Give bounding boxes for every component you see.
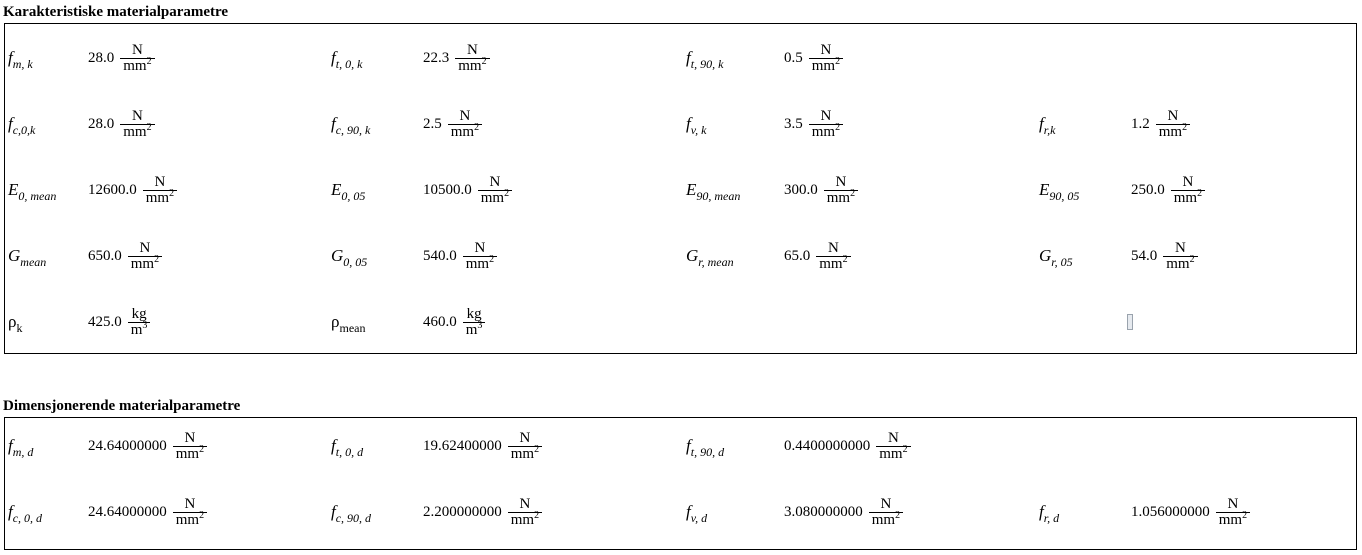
symbol-f-r-d xyxy=(1039,502,1059,523)
unit-exponent: 2 xyxy=(534,509,540,521)
unit-numerator: N xyxy=(888,429,899,446)
symbol-base: ρ xyxy=(331,312,340,331)
symbol-f-t-0-k xyxy=(331,48,362,69)
unit-exponent: 2 xyxy=(146,55,152,67)
value-number: 460.0 xyxy=(423,313,457,330)
unit-fraction xyxy=(173,431,207,462)
unit-fraction xyxy=(876,431,910,462)
value-e-90-mean xyxy=(784,170,858,210)
symbol-subscript: t, 90, k xyxy=(690,57,724,71)
symbol-base: E xyxy=(1039,180,1050,199)
value-number: 12600.0 xyxy=(88,181,137,198)
unit-denominator-base: mm xyxy=(123,57,147,74)
unit-exponent: 2 xyxy=(1242,509,1248,521)
symbol-subscript: mean xyxy=(20,255,47,269)
symbol-subscript: 90, mean xyxy=(696,189,741,203)
unit-numerator: N xyxy=(184,495,196,512)
symbol-f-v-d xyxy=(686,502,707,523)
symbol-g-r-05 xyxy=(1039,246,1073,267)
unit-exponent: 2 xyxy=(850,187,856,199)
unit-fraction xyxy=(809,109,843,140)
unit-fraction xyxy=(1171,175,1205,206)
unit-numerator: N xyxy=(184,429,196,446)
value-number: 19.62400000 xyxy=(423,437,502,454)
characteristic-section-title: Karakteristiske materialparametre xyxy=(3,4,229,20)
unit-denominator xyxy=(128,253,162,272)
symbol-base: f xyxy=(331,436,336,455)
symbol-e-90-05 xyxy=(1039,180,1079,201)
unit-denominator-base: mm xyxy=(510,445,535,462)
value-rho-mean xyxy=(423,302,485,342)
symbol-f-t-90-k xyxy=(686,48,723,69)
unit-exponent: 3 xyxy=(142,319,148,331)
unit-exponent: 2 xyxy=(489,253,495,265)
symbol-base: G xyxy=(8,246,21,265)
symbol-f-c-0-d xyxy=(8,502,42,523)
symbol-base: G xyxy=(686,246,699,265)
unit-denominator xyxy=(120,121,154,140)
unit-numerator: N xyxy=(132,107,143,124)
unit-exponent: 2 xyxy=(474,121,480,133)
value-number: 1.056000000 xyxy=(1131,503,1210,520)
unit-numerator: N xyxy=(474,239,486,256)
value-f-t-0-k xyxy=(423,38,490,78)
unit-exponent: 2 xyxy=(835,55,841,67)
symbol-base: f xyxy=(686,114,691,133)
value-number: 540.0 xyxy=(423,247,457,264)
unit-denominator xyxy=(824,187,858,206)
symbol-base: E xyxy=(8,180,19,199)
value-g-r-mean xyxy=(784,236,851,276)
unit-denominator-base: mm xyxy=(465,255,490,272)
value-f-t-0-d xyxy=(423,426,542,466)
symbol-subscript: t, 0, k xyxy=(335,57,363,71)
unit-denominator-base: mm xyxy=(458,57,482,74)
design-section-title: Dimensjonerende materialparametre xyxy=(3,398,241,414)
symbol-base: f xyxy=(8,48,13,67)
symbol-subscript: m, d xyxy=(12,445,34,459)
value-e-0-mean xyxy=(88,170,177,210)
symbol-base: f xyxy=(8,502,13,521)
unit-fraction xyxy=(809,43,843,74)
value-f-c-0-k xyxy=(88,104,155,144)
unit-denominator xyxy=(816,253,850,272)
symbol-base: f xyxy=(1039,114,1044,133)
symbol-e-0-05 xyxy=(331,180,365,201)
symbol-subscript: c,0,k xyxy=(12,123,36,137)
unit-numerator: N xyxy=(139,239,151,256)
value-number: 10500.0 xyxy=(423,181,472,198)
unit-numerator: N xyxy=(1167,107,1179,124)
unit-denominator xyxy=(508,509,542,528)
unit-denominator-base: mm xyxy=(879,445,903,462)
unit-exponent: 2 xyxy=(835,121,841,133)
value-f-v-k xyxy=(784,104,843,144)
symbol-subscript: c, 0, d xyxy=(12,511,43,525)
value-number: 24.64000000 xyxy=(88,503,167,520)
unit-denominator-base: mm xyxy=(1173,189,1198,206)
unit-denominator xyxy=(128,319,151,338)
value-number: 28.0 xyxy=(88,49,115,66)
unit-exponent: 3 xyxy=(477,319,483,331)
symbol-subscript: r,k xyxy=(1043,123,1056,137)
unit-numerator: kg xyxy=(466,305,482,322)
symbol-subscript: c, 90, d xyxy=(335,511,372,525)
unit-denominator xyxy=(173,443,207,462)
value-number: 28.0 xyxy=(88,115,115,132)
symbol-rho-k xyxy=(8,312,22,333)
symbol-base: E xyxy=(331,180,342,199)
unit-fraction xyxy=(869,497,903,528)
symbol-base: f xyxy=(331,48,336,67)
value-number: 0.5 xyxy=(784,49,803,66)
value-number: 2.5 xyxy=(423,115,442,132)
value-f-r-k xyxy=(1131,104,1190,144)
unit-exponent: 2 xyxy=(504,187,510,199)
symbol-f-t-90-d xyxy=(686,436,724,457)
symbol-rho-mean xyxy=(331,312,365,333)
unit-fraction xyxy=(508,431,542,462)
unit-exponent: 2 xyxy=(199,443,205,455)
unit-denominator-base: mm xyxy=(1166,255,1190,272)
symbol-g-mean xyxy=(8,246,46,267)
value-number: 3.080000000 xyxy=(784,503,863,520)
unit-numerator: N xyxy=(489,173,501,190)
value-f-t-90-d xyxy=(784,426,911,466)
symbol-base: G xyxy=(331,246,344,265)
symbol-g-0-05 xyxy=(331,246,367,267)
unit-exponent: 2 xyxy=(481,55,487,67)
unit-fraction xyxy=(816,241,850,272)
unit-fraction xyxy=(120,43,154,74)
unit-numerator: N xyxy=(459,107,471,124)
symbol-f-c-90-d xyxy=(331,502,371,523)
symbol-base: f xyxy=(8,436,13,455)
symbol-subscript: 90, 05 xyxy=(1049,189,1080,203)
value-number: 650.0 xyxy=(88,247,122,264)
unit-numerator: N xyxy=(467,41,478,58)
unit-fraction xyxy=(143,175,177,206)
value-g-mean xyxy=(88,236,162,276)
unit-exponent: 2 xyxy=(842,253,848,265)
unit-denominator-base: mm xyxy=(811,123,836,140)
symbol-e-0-mean xyxy=(8,180,56,201)
symbol-base: f xyxy=(686,48,691,67)
value-g-0-05 xyxy=(423,236,497,276)
unit-denominator-base: mm xyxy=(175,511,200,528)
value-number: 300.0 xyxy=(784,181,818,198)
symbol-subscript: t, 90, d xyxy=(690,445,725,459)
text-cursor-marker xyxy=(1127,314,1133,330)
symbol-subscript: r, d xyxy=(1043,511,1060,525)
unit-denominator-base: mm xyxy=(1158,123,1183,140)
value-number: 3.5 xyxy=(784,115,803,132)
unit-denominator-base: mm xyxy=(871,511,896,528)
unit-numerator: N xyxy=(519,429,531,446)
symbol-subscript: r, mean xyxy=(698,255,734,269)
unit-numerator: N xyxy=(835,173,847,190)
unit-denominator xyxy=(1171,187,1205,206)
symbol-subscript: m, k xyxy=(12,57,33,71)
unit-exponent: 2 xyxy=(1182,121,1188,133)
unit-denominator-base: mm xyxy=(480,189,505,206)
unit-fraction xyxy=(508,497,542,528)
value-rho-k xyxy=(88,302,150,342)
unit-exponent: 2 xyxy=(169,187,175,199)
unit-numerator: N xyxy=(880,495,892,512)
unit-denominator xyxy=(508,443,542,462)
unit-numerator: N xyxy=(820,41,832,58)
unit-fraction xyxy=(120,109,154,140)
unit-denominator xyxy=(809,121,843,140)
unit-exponent: 2 xyxy=(146,121,152,133)
unit-numerator: N xyxy=(1175,239,1186,256)
unit-fraction xyxy=(478,175,512,206)
value-f-c-0-d xyxy=(88,492,207,532)
value-number: 22.3 xyxy=(423,49,450,66)
value-g-r-05 xyxy=(1131,236,1198,276)
value-number: 1.2 xyxy=(1131,115,1150,132)
unit-denominator-base: mm xyxy=(175,445,200,462)
value-number: 2.200000000 xyxy=(423,503,502,520)
unit-numerator: N xyxy=(828,239,839,256)
unit-denominator xyxy=(1156,121,1190,140)
unit-denominator-base: mm xyxy=(1218,511,1243,528)
unit-denominator-base: mm xyxy=(826,189,851,206)
unit-denominator xyxy=(478,187,512,206)
unit-exponent: 2 xyxy=(199,509,205,521)
unit-denominator-base: mm xyxy=(145,189,170,206)
unit-denominator-base: mm xyxy=(819,255,843,272)
unit-exponent: 2 xyxy=(534,443,540,455)
value-f-r-d xyxy=(1131,492,1250,532)
symbol-base: f xyxy=(1039,502,1044,521)
unit-fraction xyxy=(173,497,207,528)
symbol-base: f xyxy=(331,114,336,133)
unit-fraction xyxy=(128,307,151,338)
value-number: 0.4400000000 xyxy=(784,437,871,454)
symbol-subscript: 0, 05 xyxy=(341,189,366,203)
unit-exponent: 2 xyxy=(154,253,160,265)
value-number: 54.0 xyxy=(1131,247,1158,264)
unit-numerator: N xyxy=(820,107,832,124)
value-f-c-90-k xyxy=(423,104,482,144)
value-e-0-05 xyxy=(423,170,512,210)
symbol-base: f xyxy=(686,502,691,521)
unit-fraction xyxy=(448,109,482,140)
symbol-subscript: v, k xyxy=(690,123,707,137)
value-e-90-05 xyxy=(1131,170,1205,210)
value-number: 425.0 xyxy=(88,313,122,330)
unit-denominator xyxy=(869,509,903,528)
symbol-subscript: 0, 05 xyxy=(343,255,368,269)
unit-denominator-base: mm xyxy=(130,255,155,272)
unit-fraction xyxy=(1216,497,1250,528)
unit-denominator xyxy=(120,55,154,74)
value-f-t-90-k xyxy=(784,38,843,78)
unit-exponent: 2 xyxy=(1197,187,1203,199)
symbol-subscript: mean xyxy=(339,321,366,335)
symbol-f-c-0-k xyxy=(8,114,35,135)
symbol-f-r-k xyxy=(1039,114,1055,135)
unit-fraction xyxy=(1163,241,1197,272)
unit-denominator xyxy=(463,253,497,272)
unit-fraction xyxy=(463,241,497,272)
unit-denominator-base: mm xyxy=(510,511,535,528)
unit-denominator-base: mm xyxy=(811,57,836,74)
symbol-subscript: v, d xyxy=(690,511,708,525)
symbol-base: f xyxy=(331,502,336,521)
symbol-f-v-k xyxy=(686,114,707,135)
symbol-base: G xyxy=(1039,246,1052,265)
unit-fraction xyxy=(128,241,162,272)
symbol-subscript: c, 90, k xyxy=(335,123,371,137)
unit-denominator xyxy=(455,55,489,74)
unit-numerator: N xyxy=(132,41,143,58)
value-number: 65.0 xyxy=(784,247,811,264)
unit-denominator xyxy=(463,319,486,338)
unit-exponent: 2 xyxy=(1189,253,1195,265)
unit-numerator: kg xyxy=(131,305,147,322)
unit-denominator-base: m xyxy=(465,321,478,338)
unit-denominator xyxy=(1163,253,1197,272)
value-f-m-k xyxy=(88,38,155,78)
unit-denominator xyxy=(448,121,482,140)
unit-fraction xyxy=(824,175,858,206)
unit-numerator: N xyxy=(1182,173,1194,190)
symbol-subscript: r, 05 xyxy=(1051,255,1073,269)
symbol-f-t-0-d xyxy=(331,436,363,457)
symbol-e-90-mean xyxy=(686,180,740,201)
symbol-f-m-d xyxy=(8,436,33,457)
unit-fraction xyxy=(1156,109,1190,140)
value-number: 250.0 xyxy=(1131,181,1165,198)
unit-denominator xyxy=(1216,509,1250,528)
unit-denominator xyxy=(876,443,910,462)
symbol-subscript: k xyxy=(16,321,23,335)
unit-exponent: 2 xyxy=(895,509,901,521)
unit-numerator: N xyxy=(519,495,531,512)
symbol-base: ρ xyxy=(8,312,17,331)
unit-fraction xyxy=(455,43,489,74)
unit-numerator: N xyxy=(154,173,166,190)
unit-denominator-base: mm xyxy=(123,123,147,140)
value-f-c-90-d xyxy=(423,492,542,532)
unit-denominator xyxy=(143,187,177,206)
symbol-f-c-90-k xyxy=(331,114,370,135)
symbol-base: E xyxy=(686,180,697,199)
symbol-base: f xyxy=(686,436,691,455)
symbol-subscript: t, 0, d xyxy=(335,445,364,459)
symbol-f-m-k xyxy=(8,48,33,69)
unit-numerator: N xyxy=(1227,495,1239,512)
unit-exponent: 2 xyxy=(902,443,908,455)
unit-denominator-base: m xyxy=(130,321,143,338)
unit-fraction xyxy=(463,307,486,338)
symbol-base: f xyxy=(8,114,13,133)
unit-denominator xyxy=(809,55,843,74)
value-f-m-d xyxy=(88,426,207,466)
unit-denominator-base: mm xyxy=(450,123,475,140)
symbol-g-r-mean xyxy=(686,246,734,267)
unit-denominator xyxy=(173,509,207,528)
value-f-v-d xyxy=(784,492,903,532)
value-number: 24.64000000 xyxy=(88,437,167,454)
symbol-subscript: 0, mean xyxy=(18,189,57,203)
